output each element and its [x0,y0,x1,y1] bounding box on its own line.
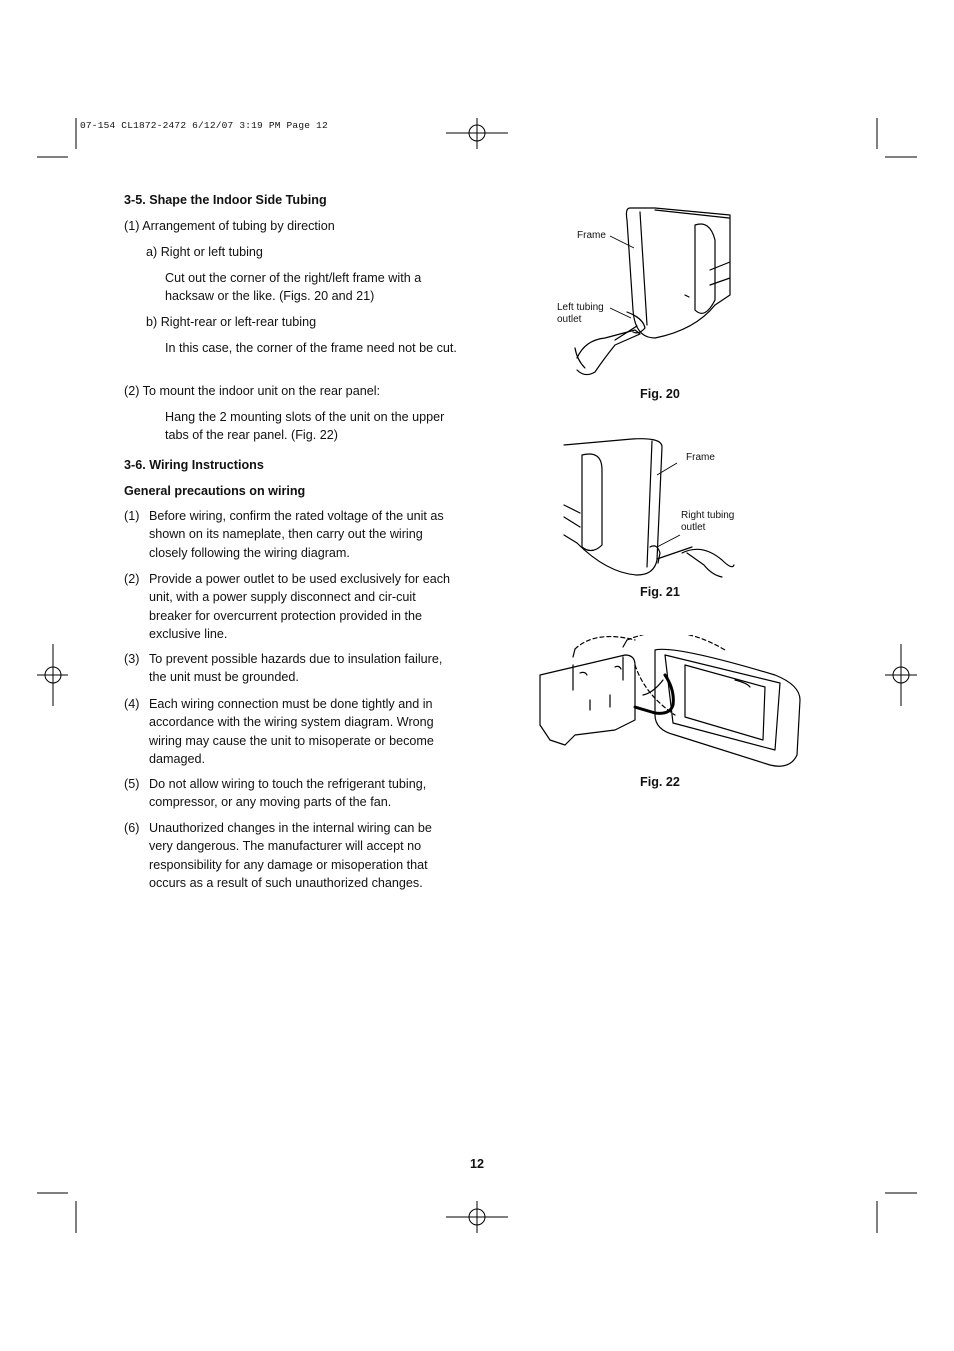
fig-20-illustration [555,200,740,385]
wiring-item-number: (5) [124,777,140,791]
item-2-heading: (2) To mount the indoor unit on the rear panel: [124,384,381,398]
fig-20-outlet-label: Left tubing [557,302,604,313]
item-1-heading: (1) Arrangement of tubing by direction [124,219,335,233]
wiring-item-text: Before wiring, confirm the rated voltage of the unit as shown on its nameplate, then carry out the wiring closely following the wiring diagram. [149,509,444,560]
wiring-item-number: (4) [124,697,140,711]
wiring-item-number: (6) [124,821,140,835]
wiring-item-text: To prevent possible hazards due to insulation failure, the unit must be grounded. [149,652,443,685]
wiring-item-number: (1) [124,509,140,523]
item-1a-text: Cut out the corner of the right/left frame with a hacksaw or the like. (Figs. 20 and 21) [165,271,422,304]
item-2-text: Hang the 2 mounting slots of the unit on the upper tabs of the rear panel. (Fig. 22) [165,410,445,443]
wiring-item-text: Each wiring connection must be done tightly and in accordance with the wiring system diagram. Wrong wiring may cause the unit to misoperate or become damaged. [149,697,434,766]
fig-22-illustration [535,635,805,775]
wiring-item-text: Provide a power outlet to be used exclusively for each unit, with a power supply disconnect and cir-cuit breaker for overcurrent protection provided in the exclusive line. [149,572,451,641]
fig-20-caption: Fig. 20 [640,387,680,401]
wiring-item-number: (3) [124,652,140,666]
wiring-item-number: (2) [124,572,140,586]
fig-21-frame-label: Frame [686,452,715,463]
wiring-subheading: General precautions on wiring [124,484,306,498]
fig-20-frame-label: Frame [577,230,606,241]
fig-21-outlet-label: outlet [681,522,706,533]
fig-21-outlet-label: Right tubing [681,510,735,521]
fig-21-caption: Fig. 21 [640,585,680,599]
wiring-item-text: Do not allow wiring to touch the refrigerant tubing, compressor, or any moving parts of the fan. [149,777,427,810]
item-1a-heading: a) Right or left tubing [146,245,263,259]
wiring-item-text: Unauthorized changes in the internal wiring can be very dangerous. The manufacturer will accept no responsibility for any damage or misoperation that occurs as a result of such unauthorized changes. [149,821,432,890]
section-heading-3-6: 3-6. Wiring Instructions [124,458,264,472]
item-1b-text: In this case, the corner of the frame need not be cut. [165,341,457,355]
item-1b-heading: b) Right-rear or left-rear tubing [146,315,317,329]
page-number: 12 [469,1157,484,1171]
print-slug: 07-154 CL1872-2472 6/12/07 3:19 PM Page 12 [80,120,328,131]
fig-20-outlet-label: outlet [557,314,582,325]
fig-22-caption: Fig. 22 [640,775,680,789]
section-heading-3-5: 3-5. Shape the Indoor Side Tubing [124,193,327,207]
